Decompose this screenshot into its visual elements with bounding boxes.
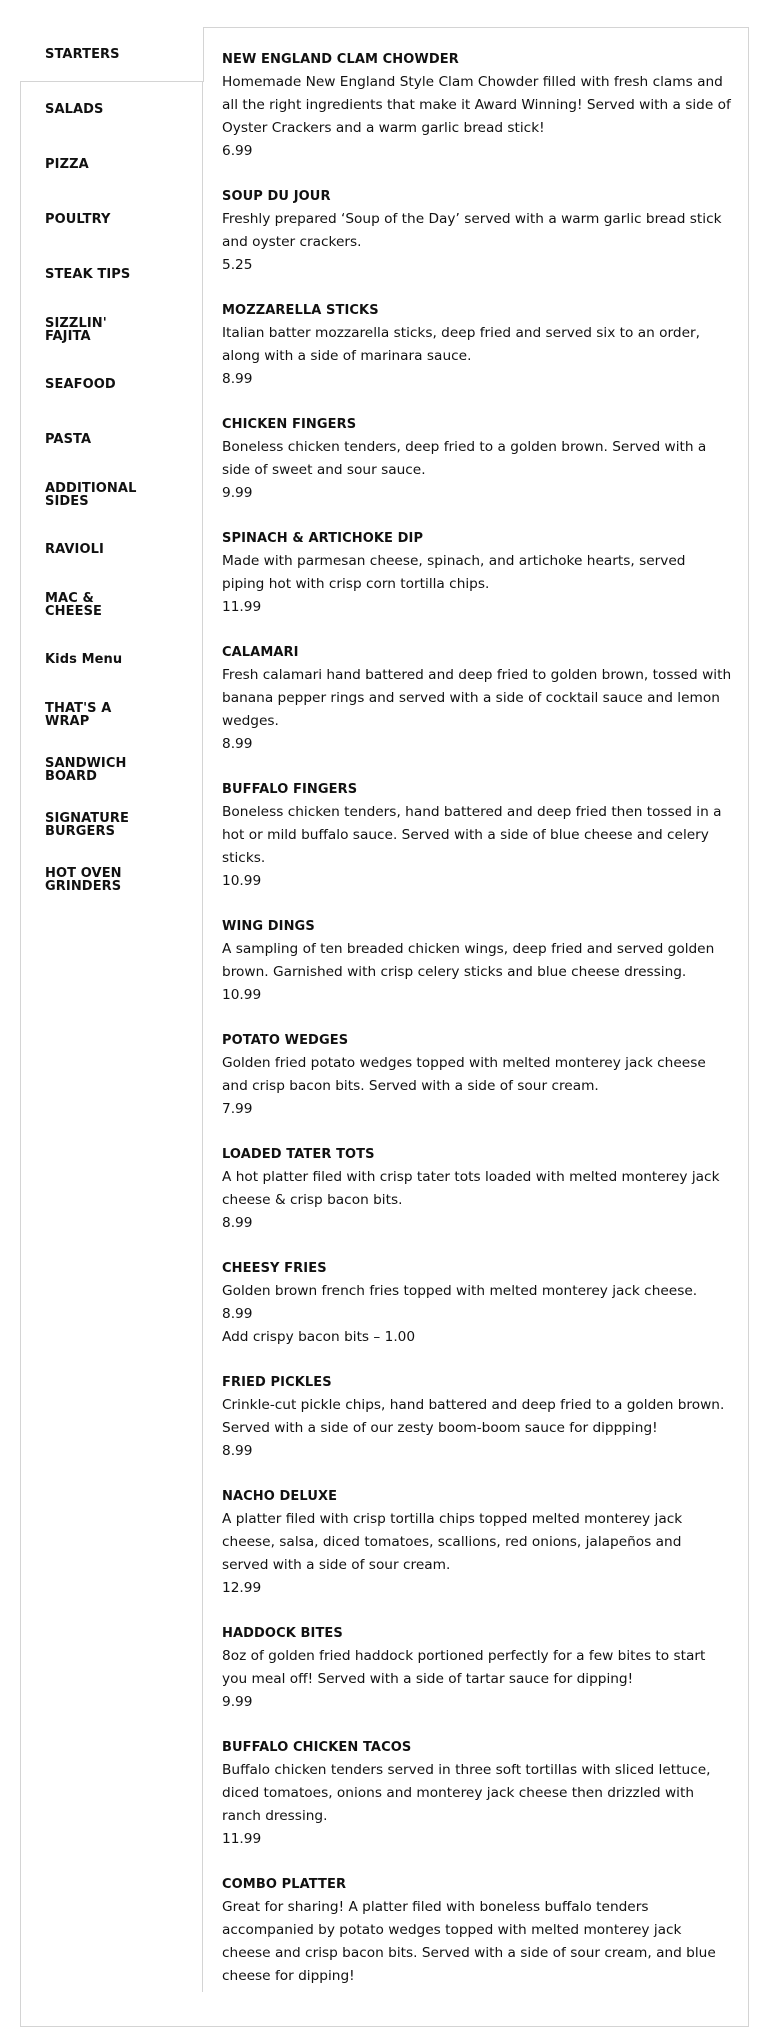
tab-salads[interactable] [20, 82, 203, 137]
menu-item-description: A platter filed with crisp tortilla chips topped melted monterey jack cheese, salsa, diced tomatoes, scallions, red onions, jalapeños and served with a side of sour cream. [222, 1511, 683, 1573]
menu-item-name: FRIED PICKLES [222, 1375, 332, 1390]
tab-mac-and-cheese[interactable] [20, 577, 203, 632]
menu-item [222, 1736, 732, 1851]
menu-item [222, 641, 732, 756]
menu-item-name: WING DINGS [222, 919, 315, 934]
menu-item-description: Great for sharing! A platter filed with boneless buffalo tenders accompanied by potato wedges topped with melted monterey jack cheese and crisp bacon bits. Served with a side of sour cream, and blue cheese for dipping! [222, 1899, 716, 1984]
menu-item-description: A hot platter filed with crisp tater tots loaded with melted monterey jack cheese & crisp bacon bits. [222, 1169, 720, 1208]
tab-kids-menu[interactable] [20, 632, 203, 687]
menu-item-name: COMBO PLATTER [222, 1877, 347, 1892]
tab-label: SALADS [45, 102, 104, 117]
menu-item-name: CHICKEN FINGERS [222, 417, 357, 432]
tab-label: STEAK TIPS [45, 267, 131, 282]
tab-ravioli[interactable] [20, 522, 203, 577]
menu-item-price: 7.99 [222, 1101, 253, 1117]
menu-item-description: Homemade New England Style Clam Chowder filled with fresh clams and all the right ingredients that make it Award Winning! Served with a side of Oyster Crackers and a warm garlic bread stick! [222, 74, 731, 136]
menu-item [222, 185, 732, 277]
menu-item-description: 8oz of golden fried haddock portioned perfectly for a few bites to start you meal off! Served with a side of tartar sauce for dipping! [222, 1648, 706, 1687]
menu-item-name: SPINACH & ARTICHOKE DIP [222, 531, 424, 546]
menu-item-description: A sampling of ten breaded chicken wings, deep fried and served golden brown. Garnished with crisp celery sticks and blue cheese dressing. [222, 941, 715, 980]
menu-item-name: HADDOCK BITES [222, 1626, 343, 1641]
menu-item [222, 1029, 732, 1121]
menu-item-description: Golden fried potato wedges topped with melted monterey jack cheese and crisp bacon bits. Served with a side of sour cream. [222, 1055, 706, 1094]
menu-item [222, 527, 732, 619]
tab-label: PASTA [45, 432, 92, 447]
menu-item-description: Made with parmesan cheese, spinach, and artichoke hearts, served piping hot with crisp corn tortilla chips. [222, 553, 686, 592]
menu-item-price: 5.25 [222, 257, 253, 273]
menu-item-name: BUFFALO FINGERS [222, 782, 358, 797]
menu-item-name: NEW ENGLAND CLAM CHOWDER [222, 52, 459, 67]
menu-item [222, 1143, 732, 1235]
menu-item-name: LOADED TATER TOTS [222, 1147, 375, 1162]
tab-label: MAC & CHEESE [45, 590, 103, 619]
menu-item [222, 1371, 732, 1463]
menu-item-name: CHEESY FRIES [222, 1261, 327, 1276]
tab-that-s-a-wrap[interactable] [20, 687, 203, 742]
tab-starters[interactable] [20, 27, 204, 82]
tab-steak-tips[interactable] [20, 247, 203, 302]
tab-label: SANDWICH BOARD [45, 755, 127, 784]
tab-sizzlin-fajita[interactable] [20, 302, 203, 357]
menu-item-description: Freshly prepared ‘Soup of the Day’ served with a warm garlic bread stick and oyster crackers. [222, 211, 722, 250]
menu-item [222, 1622, 732, 1714]
menu-item-name: SOUP DU JOUR [222, 189, 331, 204]
menu-item-description: Golden brown french fries topped with melted monterey jack cheese. [222, 1283, 698, 1299]
tab-label: STARTERS [45, 46, 120, 62]
menu-item-price: 8.99 [222, 371, 253, 387]
menu-item [222, 915, 732, 1007]
menu-item-price: 8.99 [222, 1215, 253, 1231]
menu-item-addon: Add crispy bacon bits – 1.00 [222, 1329, 416, 1345]
tab-hot-oven-grinders[interactable] [20, 852, 203, 907]
menu-item-price: 8.99 [222, 1306, 253, 1322]
menu-item-name: BUFFALO CHICKEN TACOS [222, 1740, 412, 1755]
menu-items-list [222, 48, 732, 2010]
tab-label: ADDITIONAL SIDES [45, 480, 137, 509]
menu-item-price: 9.99 [222, 1694, 253, 1710]
menu-item-name: CALAMARI [222, 645, 299, 660]
tab-label: PIZZA [45, 157, 89, 172]
menu-item-price: 9.99 [222, 485, 253, 501]
menu-item-price: 10.99 [222, 873, 262, 889]
menu-item-price: 6.99 [222, 143, 253, 159]
tab-label: SIZZLIN' FAJITA [45, 315, 107, 344]
menu-item [222, 1485, 732, 1600]
menu-item-price: 12.99 [222, 1580, 262, 1596]
menu-item [222, 1257, 732, 1349]
tab-pizza[interactable] [20, 137, 203, 192]
menu-item-name: NACHO DELUXE [222, 1489, 338, 1504]
menu-item-description: Crinkle-cut pickle chips, hand battered and deep fried to a golden brown. Served with a side of our zesty boom-boom sauce for dippping! [222, 1397, 725, 1436]
menu-item-name: MOZZARELLA STICKS [222, 303, 379, 318]
tab-label: RAVIOLI [45, 542, 104, 557]
tab-label: SEAFOOD [45, 377, 116, 392]
tab-poultry[interactable] [20, 192, 203, 247]
menu-item-description: Fresh calamari hand battered and deep fried to golden brown, tossed with banana pepper rings and served with a side of cocktail sauce and lemon wedges. [222, 667, 732, 729]
menu-item-description: Boneless chicken tenders, deep fried to a golden brown. Served with a side of sweet and sour sauce. [222, 439, 707, 478]
tab-label: THAT'S A WRAP [45, 700, 112, 729]
tab-additional-sides[interactable] [20, 467, 203, 522]
menu-item-price: 11.99 [222, 599, 262, 615]
tab-signature-burgers[interactable] [20, 797, 203, 852]
tab-label: Kids Menu [45, 652, 123, 667]
menu-item-description: Italian batter mozzarella sticks, deep fried and served six to an order, along with a side of marinara sauce. [222, 325, 701, 364]
menu-item-name: POTATO WEDGES [222, 1033, 349, 1048]
menu-item-price: 8.99 [222, 736, 253, 752]
menu-item [222, 299, 732, 391]
menu-item [222, 413, 732, 505]
menu-item-price: 10.99 [222, 987, 262, 1003]
menu-item [222, 48, 732, 163]
tab-label: SIGNATURE BURGERS [45, 810, 130, 839]
tab-sandwich-board[interactable] [20, 742, 203, 797]
menu-item-price: 11.99 [222, 1831, 262, 1847]
menu-category-tabs [20, 27, 203, 907]
tab-label: POULTRY [45, 212, 111, 227]
menu-item [222, 778, 732, 893]
tab-pasta[interactable] [20, 412, 203, 467]
menu-item-description: Boneless chicken tenders, hand battered and deep fried then tossed in a hot or mild buffalo sauce. Served with a side of blue cheese and celery sticks. [222, 804, 722, 866]
menu-item-description: Buffalo chicken tenders served in three soft tortillas with sliced lettuce, diced tomatoes, onions and monterey jack cheese then drizzled with ranch dressing. [222, 1762, 711, 1824]
tab-label: HOT OVEN GRINDERS [45, 865, 122, 894]
menu-item-price: 8.99 [222, 1443, 253, 1459]
tab-seafood[interactable] [20, 357, 203, 412]
menu-item [222, 1873, 732, 1988]
